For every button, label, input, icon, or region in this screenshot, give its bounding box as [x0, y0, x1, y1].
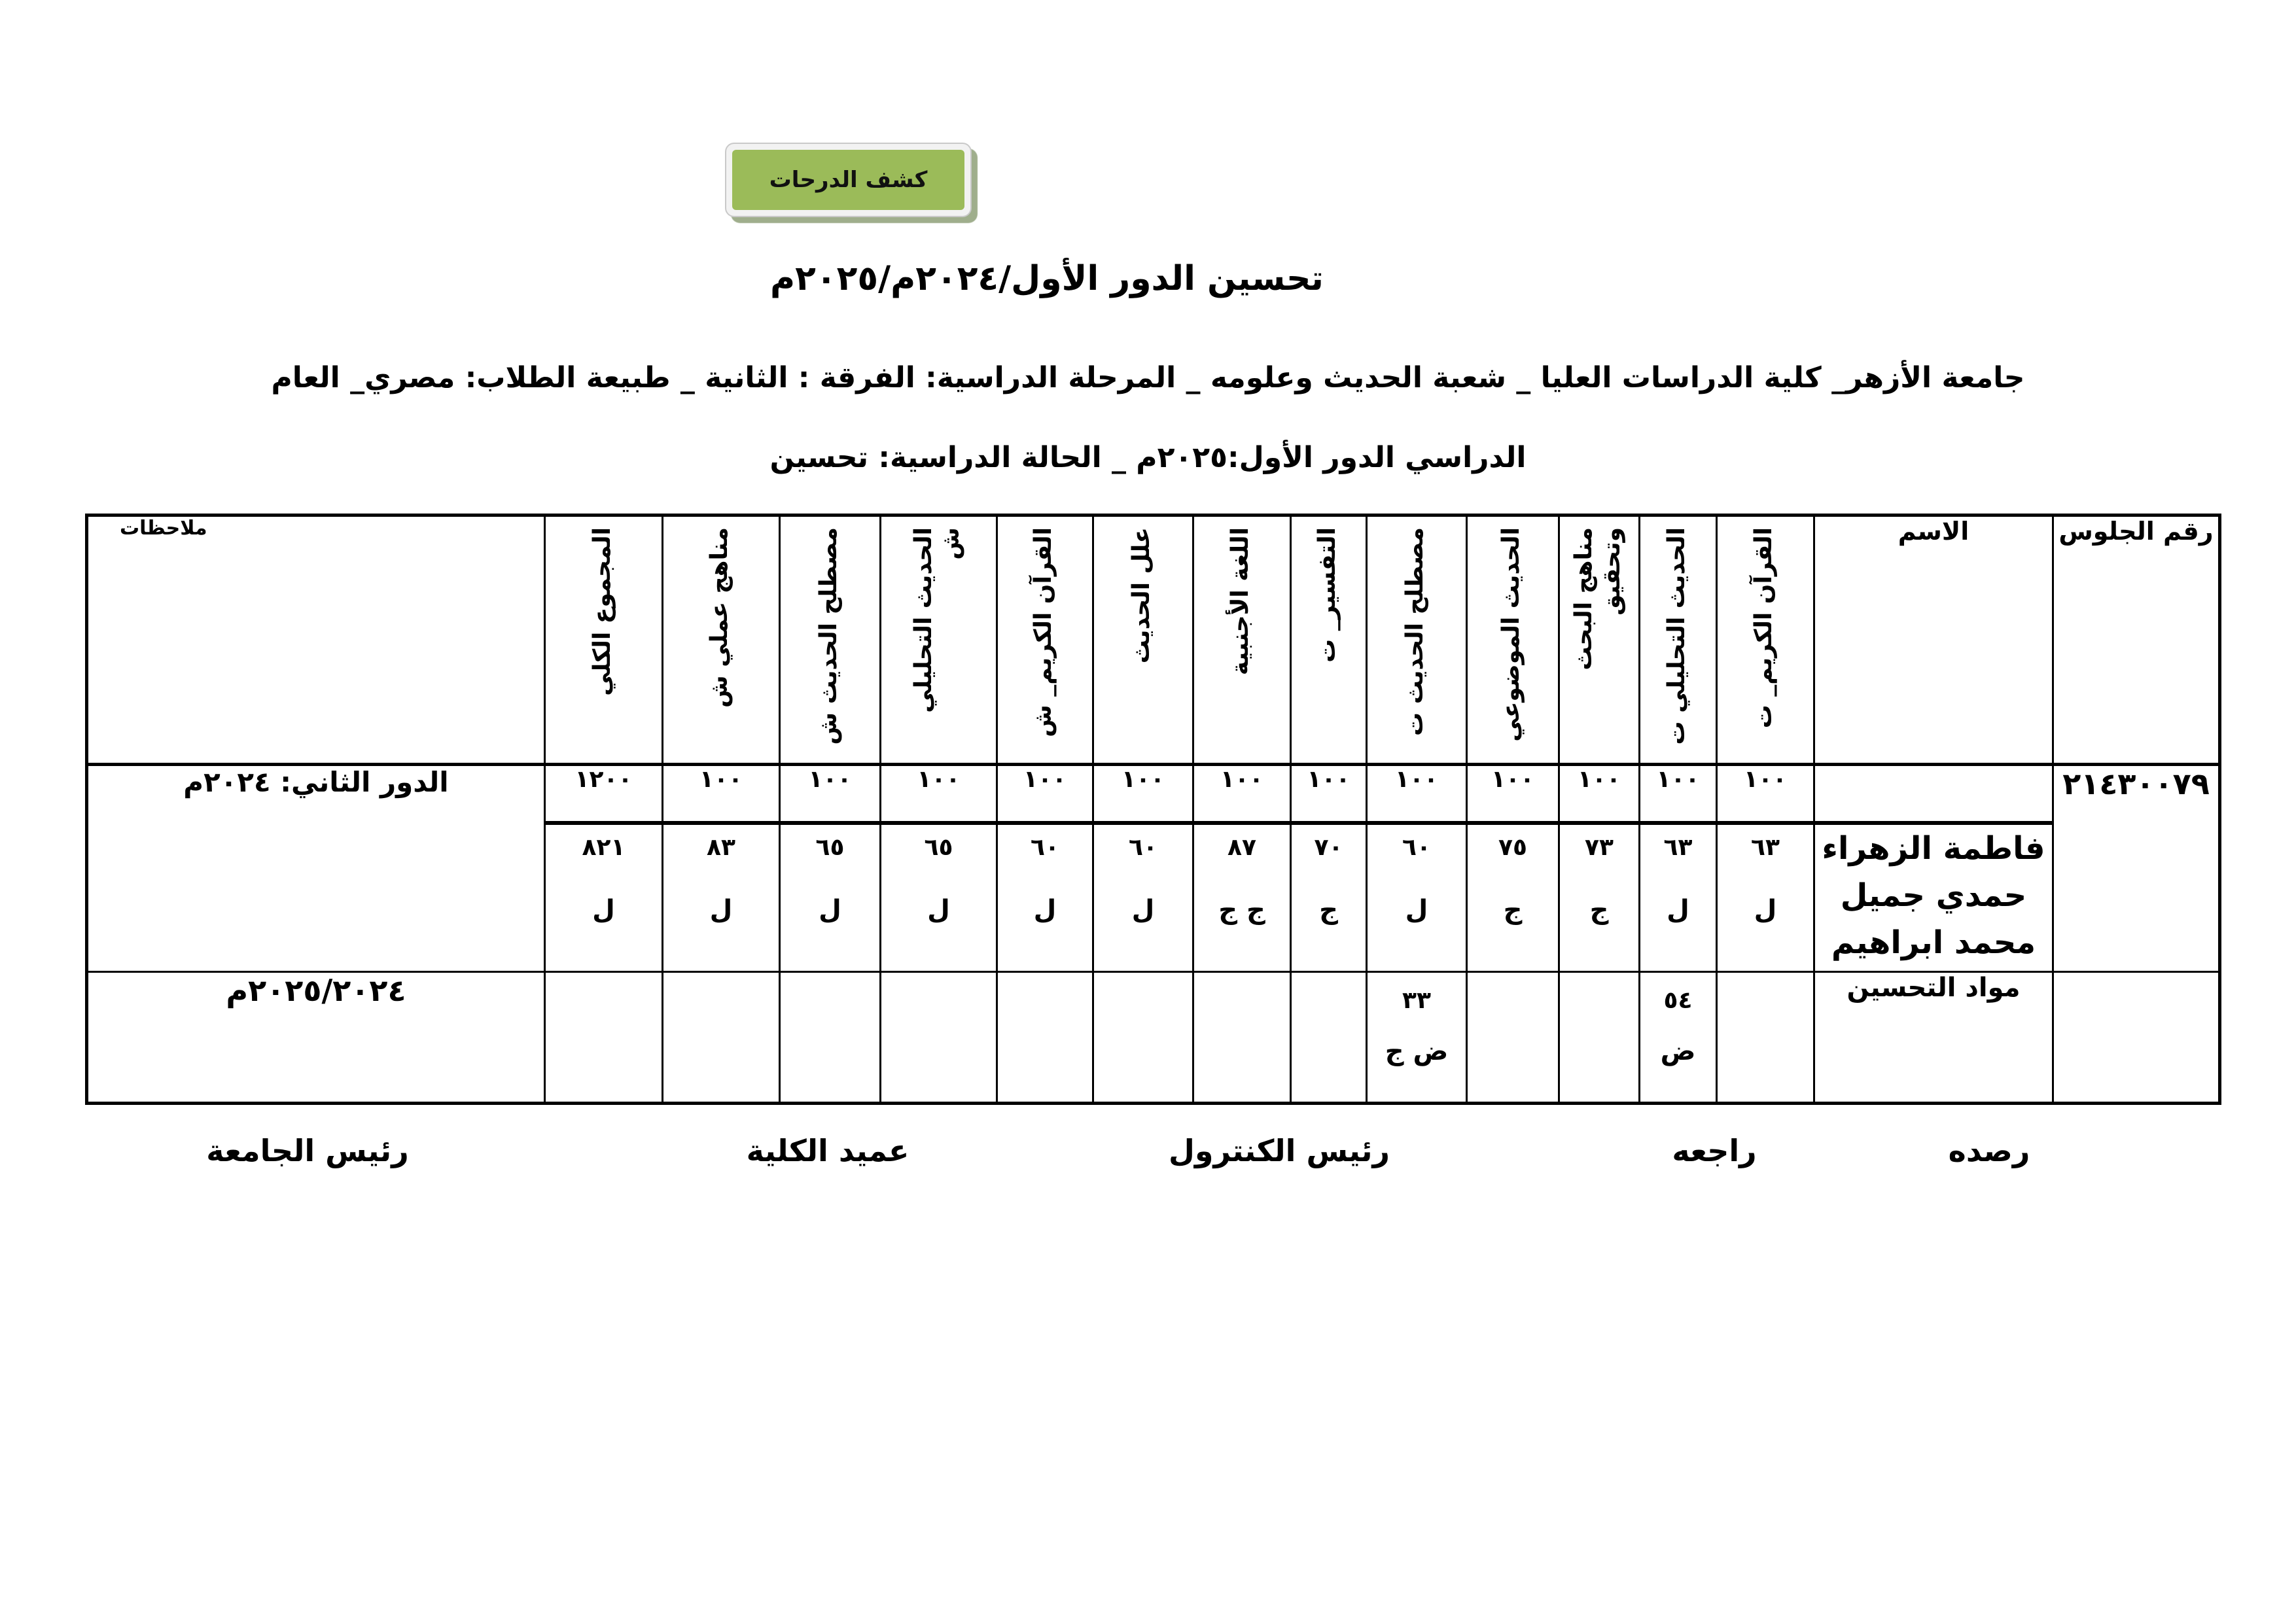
signature-label: راجعه: [1672, 1133, 1757, 1168]
mark-score: ٦٠: [1402, 833, 1431, 861]
subject-header-cell: [1193, 515, 1291, 765]
mark-grade: ج: [1503, 894, 1523, 925]
subject-header-rotated-text: [1368, 521, 1464, 746]
subject-header-cell: [1640, 515, 1717, 765]
subject-header-label: المجموع الكلي: [588, 527, 616, 696]
subject-header-rotated-text: [1640, 521, 1714, 746]
subject-header-rotated-text: [663, 521, 777, 746]
improvement-empty-cell: [997, 972, 1093, 1104]
improvement-mark-cell: [1640, 972, 1717, 1104]
subject-header-rotated-text: [881, 521, 994, 746]
mark-grade: ل: [819, 894, 841, 925]
mark-grade: ل: [709, 894, 733, 925]
subject-header-label: التفسير_ ت: [1313, 527, 1341, 663]
mark-cell: [545, 823, 663, 972]
grades-sheet-button-label: كشف الدرحات: [769, 167, 928, 193]
improvement-empty-cell: [1559, 972, 1640, 1104]
student-name-line: حمدي جميل: [1840, 877, 2027, 914]
subject-header-rotated-text: [1292, 521, 1364, 746]
max-mark-cell: ١٠٠: [1093, 765, 1193, 823]
mark-cell: [1291, 823, 1367, 972]
notes-header-label: ملاحظات: [120, 517, 207, 540]
mark-grade: ل: [1405, 894, 1428, 925]
mark-cell: [780, 823, 881, 972]
improvement-empty-cell: [1717, 972, 1814, 1104]
page-title: تحسين الدور الأول/٢٠٢٤م/٢٠٢٥م: [770, 259, 1324, 298]
student-name-cell: [1814, 823, 2053, 972]
mark-grade: ل: [1131, 894, 1155, 925]
max-mark-cell: ١٠٠: [1193, 765, 1291, 823]
mark-cell: [1367, 823, 1467, 972]
max-mark-cell: ١٠٠: [1367, 765, 1467, 823]
max-marks-row: [87, 765, 2220, 823]
max-mark-cell: ١٠٠: [780, 765, 881, 823]
mark-score: ٦٠: [1031, 833, 1059, 861]
subject-header-cell: [997, 515, 1093, 765]
mark-score: ٦٥: [815, 833, 845, 861]
mark-score: ٦٠: [1129, 833, 1157, 861]
improvement-empty-cell: [881, 972, 997, 1104]
max-mark-cell: ١٠٠: [1717, 765, 1814, 823]
signature-label: عميد الكلية: [746, 1133, 910, 1168]
mark-cell: [997, 823, 1093, 972]
subject-header-label: علل الحديث: [1128, 527, 1156, 664]
max-mark-cell: ١٠٠: [1467, 765, 1559, 823]
mark-cell: [1640, 823, 1717, 972]
grades-sheet-button[interactable]: [725, 143, 972, 217]
subject-header-cell: [545, 515, 663, 765]
mark-grade: ج: [1589, 894, 1609, 925]
improvement-empty-cell: [1193, 972, 1291, 1104]
mark-cell: [1717, 823, 1814, 972]
subject-header-rotated-text: [1718, 521, 1811, 746]
name-header-cell: الاسم: [1814, 515, 2053, 765]
subject-header-rotated-text: [1194, 521, 1288, 746]
student-name-line: فاطمة الزهراء: [1822, 829, 2045, 867]
max-mark-cell: ١٢٠٠: [545, 765, 663, 823]
mark-cell: [663, 823, 780, 972]
max-mark-cell: ١٠٠: [1640, 765, 1717, 823]
mark-cell: [1093, 823, 1193, 972]
table-header-row: [87, 515, 2220, 765]
signature-label: رئيس الجامعة: [206, 1133, 409, 1168]
mark-score: ٧٣: [1585, 833, 1614, 861]
seat-empty-cell: [2053, 972, 2220, 1104]
name-empty-cell: [1814, 765, 2053, 823]
student-name-line: محمد ابراهيم: [1831, 924, 2036, 961]
improvement-empty-cell: [780, 972, 881, 1104]
subject-header-cell: [881, 515, 997, 765]
mark-score: ٦٥: [924, 833, 953, 861]
improvement-score: ٣٣: [1402, 987, 1431, 1014]
subject-header-cell: [1467, 515, 1559, 765]
mark-score: ٦٣: [1751, 833, 1780, 861]
improvement-grade: ض: [1660, 1036, 1696, 1066]
subject-header-label: مناهج البحث وتحقيق: [1570, 527, 1625, 671]
mark-score: ٨٣: [707, 833, 735, 861]
subject-header-label: مناهج عملي ش: [706, 527, 733, 708]
max-mark-cell: ١٠٠: [663, 765, 780, 823]
mark-cell: [1193, 823, 1291, 972]
subject-header-rotated-text: [998, 521, 1090, 746]
subject-header-cell: [663, 515, 780, 765]
signature-label: رصده: [1948, 1133, 2030, 1168]
grades-sheet-button-face: [732, 150, 964, 210]
max-mark-cell: ١٠٠: [1559, 765, 1640, 823]
grades-table: [85, 514, 2221, 1105]
mark-grade: ج ج: [1218, 894, 1265, 925]
seat-number-cell: ٢١٤٣٠٠٧٩: [2053, 765, 2220, 972]
max-mark-cell: ١٠٠: [1291, 765, 1367, 823]
mark-grade: ج: [1319, 894, 1338, 925]
mark-score: ٧٠: [1314, 833, 1343, 861]
mark-grade: ل: [1667, 894, 1689, 925]
improvement-empty-cell: [1093, 972, 1193, 1104]
subject-header-label: مصطلح الحديث ت: [1402, 527, 1429, 736]
subject-header-label: الحديث التحليلي ت: [1663, 527, 1690, 745]
max-mark-cell: ١٠٠: [997, 765, 1093, 823]
signature-label: رئيس الكنترول: [1168, 1133, 1390, 1168]
mark-cell: [1467, 823, 1559, 972]
improvement-empty-cell: [545, 972, 663, 1104]
subject-header-cell: [1367, 515, 1467, 765]
improvement-grade: ض ج: [1385, 1036, 1449, 1066]
subject-header-rotated-text: [1094, 521, 1190, 746]
subject-header-rotated-text: [1560, 521, 1636, 746]
mark-score: ٨٧: [1227, 833, 1256, 861]
subject-header-cell: [1559, 515, 1640, 765]
notes-header-cell: [87, 515, 545, 765]
header-line-1: جامعة الأزهر_ كلية الدراسات العليا _ شعبة الحديث وعلومه _ المرحلة الدراسية: الفرقة : الثانية _ طبيعة الطلاب: مصري_ العام: [271, 361, 2025, 394]
mark-score: ٧٥: [1498, 833, 1527, 861]
mark-score: ٦٣: [1663, 833, 1693, 861]
subject-header-rotated-text: [546, 521, 660, 746]
subject-header-cell: [1291, 515, 1367, 765]
mark-score: ٨٢١: [582, 833, 626, 861]
subject-header-label: الحديث الموضوعي: [1498, 527, 1525, 742]
improvement-label-cell: مواد التحسين: [1814, 972, 2053, 1104]
improvement-empty-cell: [663, 972, 780, 1104]
mark-grade: ل: [1754, 894, 1777, 925]
improvement-empty-cell: [1467, 972, 1559, 1104]
mark-cell: [1559, 823, 1640, 972]
subject-header-cell: [1093, 515, 1193, 765]
improvement-row: [87, 972, 2220, 1104]
mark-cell: [881, 823, 997, 972]
improvement-score: ٥٤: [1663, 987, 1693, 1014]
subject-header-label: القرآن الكريم_ ش: [1030, 527, 1057, 737]
max-mark-cell: ١٠٠: [881, 765, 997, 823]
subject-header-label: الحديث التحليلي ش: [910, 527, 964, 713]
mark-grade: ل: [927, 894, 950, 925]
subject-header-rotated-text: [781, 521, 877, 746]
mark-grade: ل: [1033, 894, 1057, 925]
subject-header-rotated-text: [1468, 521, 1556, 746]
subject-header-label: القرآن الكريم_ ت: [1750, 527, 1778, 729]
notes-main-cell: الدور الثاني: ٢٠٢٤م: [87, 765, 545, 972]
improvement-empty-cell: [1291, 972, 1367, 1104]
subject-header-cell: [1717, 515, 1814, 765]
notes-improvement-cell: ٢٠٢٥/٢٠٢٤م: [87, 972, 545, 1104]
improvement-mark-cell: [1367, 972, 1467, 1104]
subject-header-label: اللغة الأجنبية: [1227, 527, 1254, 676]
subject-header-cell: [780, 515, 881, 765]
header-line-2: الدراسي الدور الأول:٢٠٢٥م _ الحالة الدراسية: تحسين: [769, 441, 1527, 474]
seat-header-cell: رقم الجلوس: [2053, 515, 2220, 765]
subject-header-label: مصطلح الحديث ش: [815, 527, 842, 745]
mark-grade: ل: [592, 894, 615, 925]
